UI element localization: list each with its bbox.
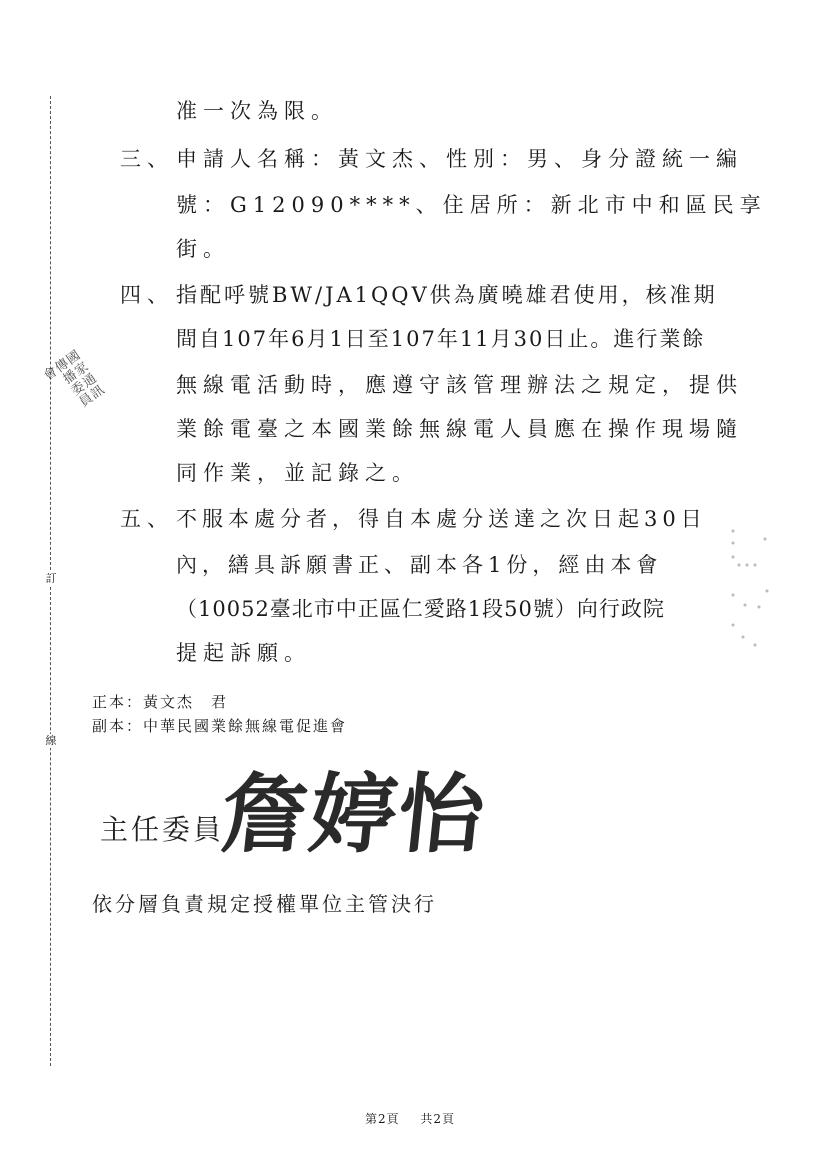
page-total: 共2頁 [420, 1112, 456, 1126]
body-line: 指配呼號BW/JA1QQV供為廣曉雄君使用，核准期 [176, 283, 718, 307]
body-line: 申請人名稱：黃文杰、性別：男、身分證統一編 [176, 147, 743, 171]
body-line: 內，繕具訴願書正、副本各1份，經由本會 [176, 553, 663, 577]
delegation-note: 依分層負責規定授權單位主管決行 [92, 892, 437, 916]
recipient-original: 正本：黃文杰 君 [92, 693, 229, 711]
binding-mark-ding: 訂 [45, 572, 57, 585]
body-line: （10052臺北市中正區仁愛路1段50號）向行政院 [176, 597, 665, 621]
page-number: 第2頁 [364, 1112, 400, 1126]
scan-artifact-dots [725, 525, 775, 665]
official-seal-stamp: 國家通訊傳播委員會 [38, 348, 106, 411]
page-footer [0, 1110, 820, 1127]
body-line: 無線電活動時，應遵守該管理辦法之規定，提供 [176, 373, 743, 397]
body-line: 同作業，並記錄之。 [176, 461, 419, 485]
binding-mark-xian: 線 [45, 734, 57, 747]
body-line: 街。 [176, 237, 230, 261]
body-line: 不服本處分者，得自本處分送達之次日起30日 [176, 507, 707, 531]
body-line: 提起訴願。 [176, 641, 311, 665]
signatory-signature: 詹婷怡 [216, 764, 492, 865]
item-number: 三、 [120, 147, 174, 171]
recipient-copy: 副本：中華民國業餘無線電促進會 [92, 717, 348, 735]
item-number: 四、 [120, 283, 174, 307]
signatory-title: 主任委員 [100, 813, 225, 846]
body-line: 准一次為限。 [176, 99, 338, 123]
item-number: 五、 [120, 507, 174, 531]
body-line: 號：G12090****、住居所：新北市中和區民享 [176, 193, 767, 217]
body-line: 業餘電臺之本國業餘無線電人員應在操作現場隨 [176, 417, 743, 441]
body-line: 間自107年6月1日至107年11月30日止。進行業餘 [176, 327, 706, 351]
